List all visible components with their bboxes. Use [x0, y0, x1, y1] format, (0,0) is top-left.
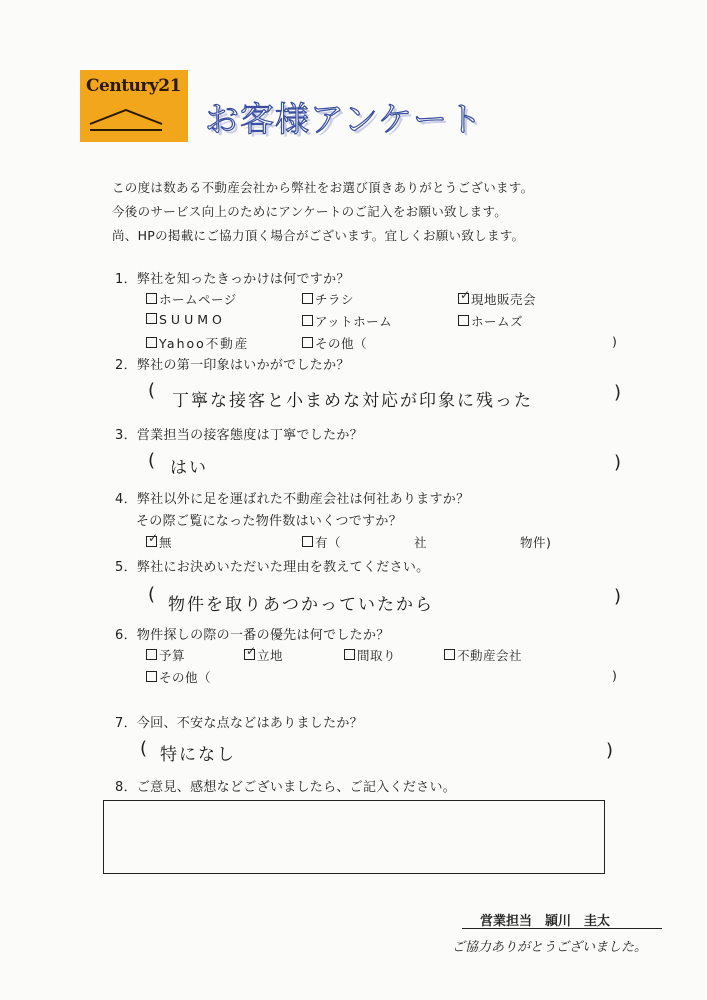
q1-option-homes[interactable]: ホームズ [458, 312, 523, 330]
q2-open-paren: ( [148, 380, 156, 401]
checkbox[interactable] [302, 315, 313, 326]
q7-close-paren: ) [606, 740, 614, 761]
checkbox[interactable] [302, 536, 313, 547]
checkbox[interactable] [146, 337, 157, 348]
house-roof-icon [86, 100, 182, 136]
comments-box[interactable] [103, 800, 605, 874]
check-mark-icon: ✓ [148, 531, 159, 545]
q4-sha-label: 社 [414, 535, 428, 550]
staff-name: 営業担当 頴川 圭太 [480, 914, 611, 929]
q2-close-paren: ) [614, 382, 622, 403]
intro-line-1: この度は数ある不動産会社から弊社をお選び頂きありがとうございます。 [112, 180, 534, 195]
q5-open-paren: ( [148, 584, 156, 605]
q3-close-paren: ) [614, 452, 622, 473]
thank-you-text: ご協力ありがとうございました。 [452, 940, 648, 955]
q2-answer[interactable]: 丁寧な接客と小まめな対応が印象に残った [172, 391, 533, 411]
q1-option-other[interactable]: その他（ [302, 334, 367, 352]
q6-question: 6．物件探しの際の一番の優先は何でしたか？ [115, 628, 390, 643]
q1-option-suumo[interactable]: SUUMO [146, 312, 226, 327]
checkbox[interactable] [444, 649, 455, 660]
check-mark-icon: ✓ [460, 288, 471, 302]
intro-line-2: 今後のサービス向上のためにアンケートのご記入をお願い致します。 [112, 204, 508, 219]
q7-open-paren: ( [140, 738, 148, 759]
checkbox[interactable] [344, 649, 355, 660]
intro-line-3: 尚、HPの掲載にご協力頂く場合がございます。宜しくお願い致します。 [112, 228, 525, 243]
q6-other-close-paren: ) [612, 668, 618, 683]
q3-question: 3．営業担当の接客態度は丁寧でしたか？ [115, 428, 363, 443]
checkbox[interactable] [146, 649, 157, 660]
q4-option-none[interactable]: ✓ 無 [148, 531, 173, 550]
q1-option-yahoo[interactable]: Yahoo不動産 [146, 334, 249, 352]
q6-option-agency[interactable]: 不動産会社 [444, 646, 522, 664]
q5-answer[interactable]: 物件を取りあつかっていたから [168, 595, 434, 615]
q1-option-open-house[interactable]: ✓ 現地販売会 [460, 288, 537, 307]
q6-option-other[interactable]: その他（ [146, 668, 211, 686]
checkbox[interactable] [302, 293, 313, 304]
checkbox-checked[interactable] [244, 644, 257, 660]
q4-option-yes[interactable]: 有（ [302, 533, 341, 551]
q5-close-paren: ) [614, 586, 622, 607]
checkbox[interactable] [146, 293, 157, 304]
q1-option-flyer[interactable]: チラシ [302, 290, 354, 308]
q1-question: 1．弊社を知ったきっかけは何ですか？ [115, 272, 350, 287]
logo-text: Century21 [86, 76, 181, 96]
q5-question: 5．弊社にお決めいただいた理由を教えてください。 [115, 560, 430, 575]
q3-answer[interactable]: はい [170, 458, 208, 478]
q8-question: 8．ご意見、感想などございましたら、ご記入ください。 [115, 780, 457, 795]
q2-question: 2．弊社の第一印象はいかがでしたか？ [115, 358, 350, 373]
staff-underline [462, 928, 662, 929]
checkbox[interactable] [146, 671, 157, 682]
century21-logo [80, 70, 188, 142]
q7-question: 7．今回、不安な点などはありましたか？ [115, 716, 363, 731]
q6-option-budget[interactable]: 予算 [146, 646, 185, 664]
q7-answer[interactable]: 特になし [160, 745, 236, 765]
checkbox[interactable] [302, 337, 313, 348]
q6-option-layout[interactable]: 間取り [344, 646, 396, 664]
checkbox[interactable] [146, 313, 157, 324]
checkbox-checked[interactable] [146, 531, 159, 547]
q1-other-close-paren: ) [612, 334, 618, 349]
q4-question-2: その際ご覧になった物件数はいくつですか？ [136, 514, 403, 529]
page-title: お客様アンケート [205, 100, 483, 140]
q6-option-location[interactable]: ✓ 立地 [246, 644, 284, 663]
q3-open-paren: ( [148, 450, 156, 471]
q1-option-homepage[interactable]: ホームページ [146, 290, 237, 308]
checkbox[interactable] [458, 315, 469, 326]
check-mark-icon: ✓ [246, 644, 257, 658]
q4-question: 4．弊社以外に足を運ばれた不動産会社は何社ありますか？ [115, 492, 470, 507]
checkbox-checked[interactable] [458, 288, 471, 304]
q1-option-athome[interactable]: アットホーム [302, 312, 392, 330]
q4-bukken-label: 物件) [520, 535, 552, 550]
